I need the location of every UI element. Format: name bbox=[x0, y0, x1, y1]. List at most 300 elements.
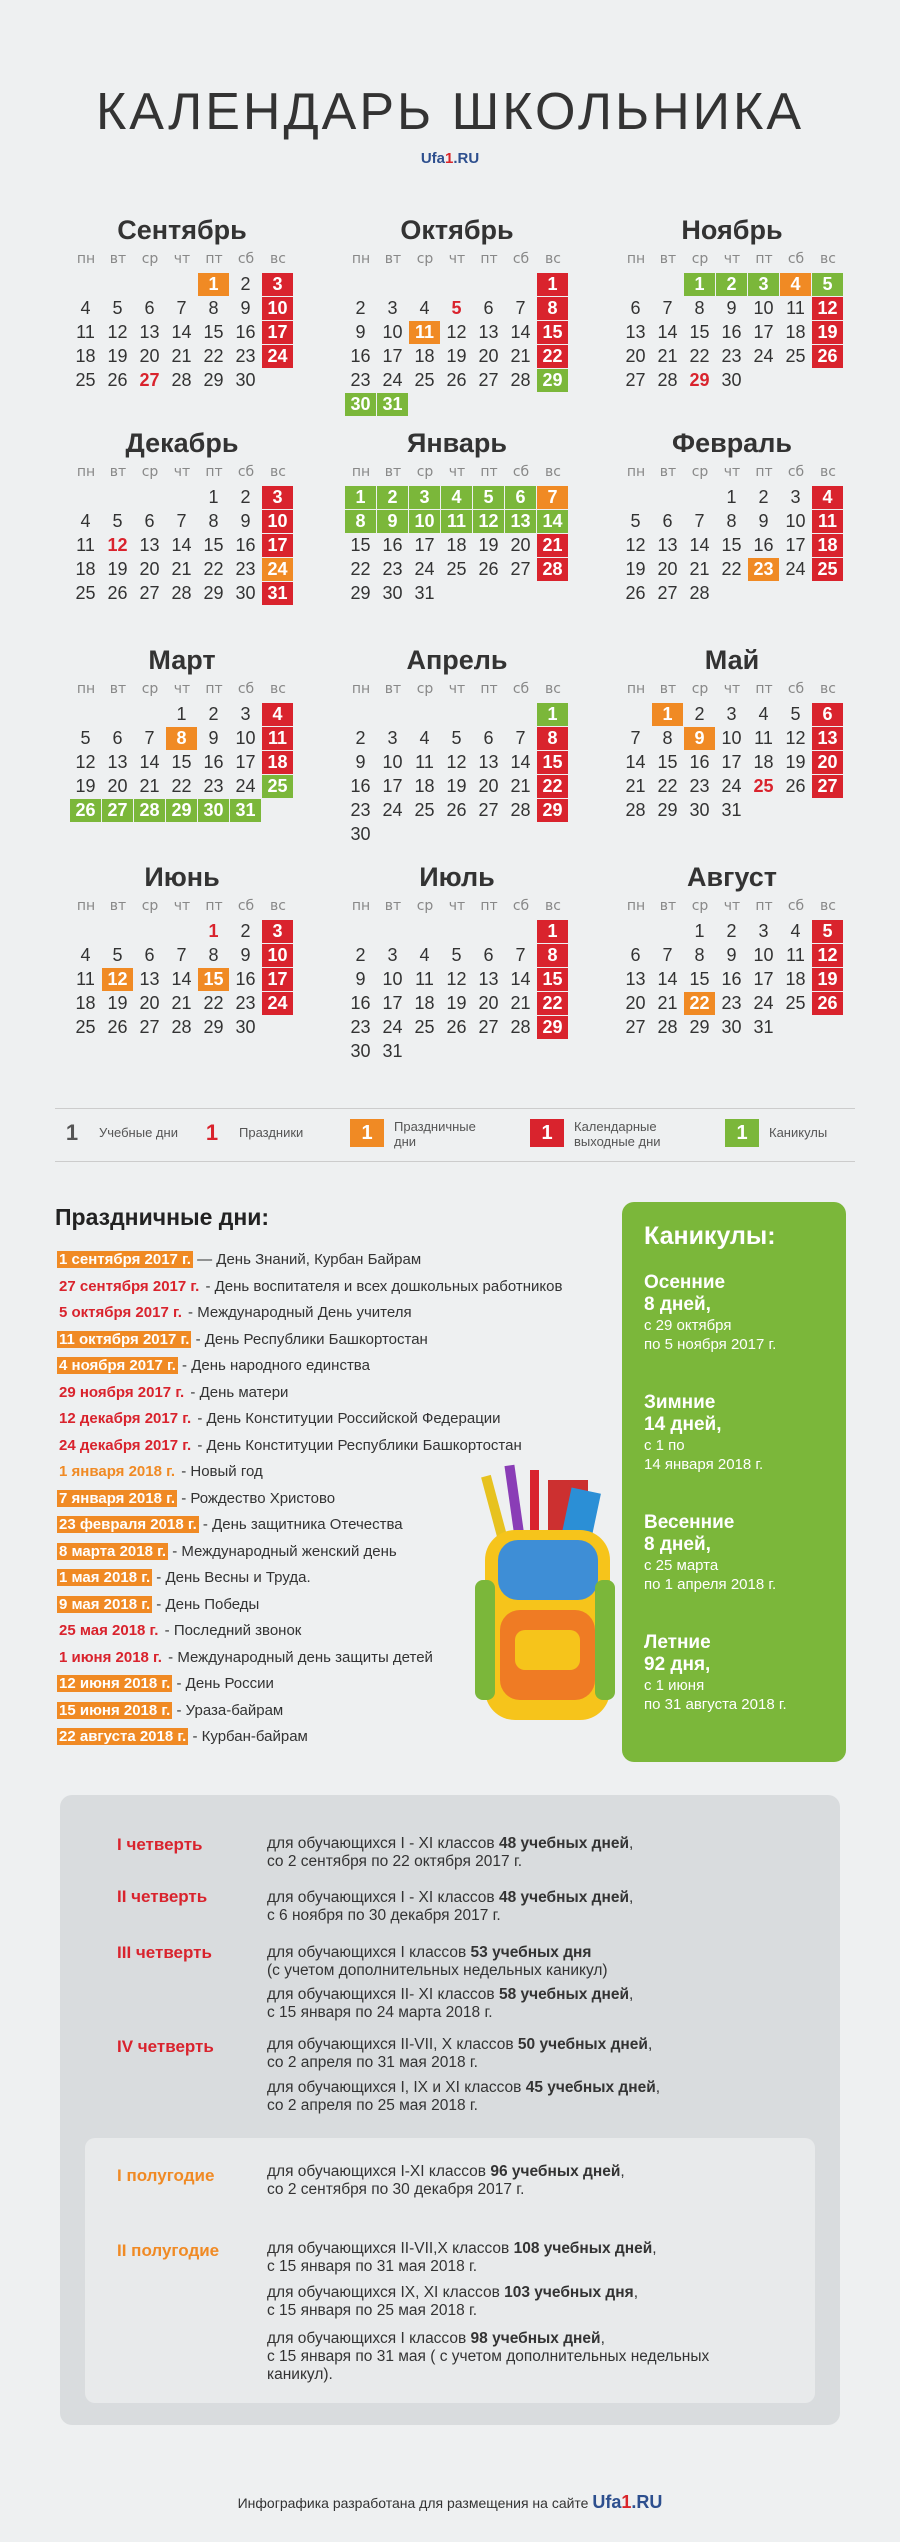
day-cell: 2 bbox=[355, 945, 366, 965]
day-cell: 6 bbox=[483, 728, 494, 748]
day-cell: 19 bbox=[812, 968, 843, 991]
day-cell: 4 bbox=[419, 945, 430, 965]
day-cell: 15 bbox=[721, 535, 742, 555]
day-cell: 26 bbox=[107, 583, 128, 603]
holiday-date: 25 мая 2018 г. bbox=[59, 1622, 159, 1639]
text: для обучающихся II- XI классов bbox=[267, 1986, 499, 2003]
month-7 bbox=[70, 645, 294, 823]
day-cell: 7 bbox=[176, 511, 187, 531]
day-cell: 12 bbox=[107, 322, 128, 342]
day-cell: 8 bbox=[345, 510, 376, 533]
holiday-separator: - bbox=[177, 1463, 191, 1480]
day-cell: 16 bbox=[235, 322, 256, 342]
day-cell: 14 bbox=[139, 752, 160, 772]
day-cell: 6 bbox=[144, 511, 155, 531]
weekday-label: ср bbox=[141, 898, 159, 914]
day-cell: 25 bbox=[785, 346, 806, 366]
holiday-date: 24 декабря 2017 г. bbox=[59, 1436, 192, 1454]
weekday-label: пн bbox=[351, 898, 371, 914]
empty-cell bbox=[166, 920, 198, 944]
day-cell: 23 bbox=[689, 776, 710, 796]
month-name: Июнь bbox=[144, 862, 220, 892]
text: для обучающихся IX, XI классов bbox=[267, 2284, 505, 2301]
holiday-separator: - bbox=[160, 1622, 174, 1639]
day-cell: 27 bbox=[478, 1017, 499, 1037]
weekday-label: вт bbox=[109, 681, 127, 697]
day-cell: 24 bbox=[382, 800, 403, 820]
day-cell: 30 bbox=[350, 1041, 371, 1061]
day-cell: 22 bbox=[537, 775, 568, 798]
day-cell: 4 bbox=[419, 728, 430, 748]
weekday-label: вс bbox=[545, 681, 561, 697]
weekday-label: чт bbox=[448, 251, 466, 267]
day-cell: 13 bbox=[478, 969, 499, 989]
day-cell: 25 bbox=[414, 1017, 435, 1037]
holiday-separator: - bbox=[172, 1675, 186, 1692]
day-cell: 5 bbox=[112, 298, 123, 318]
day-cell: 12 bbox=[107, 535, 128, 555]
weekday-label: пн bbox=[626, 251, 646, 267]
month-grid bbox=[620, 896, 844, 1040]
weekday-label: пн bbox=[76, 251, 96, 267]
weekday-label: пт bbox=[480, 464, 498, 480]
day-cell: 1 bbox=[537, 920, 568, 943]
note: (с учетом дополнительных недельных каникул) bbox=[267, 1962, 608, 1979]
legend-vacation-label: Каникулы bbox=[769, 1125, 828, 1140]
day-cell: 17 bbox=[414, 535, 435, 555]
month-name: Сентябрь bbox=[117, 215, 247, 245]
day-cell: 3 bbox=[758, 921, 769, 941]
day-cell: 2 bbox=[758, 487, 769, 507]
day-cell: 28 bbox=[171, 583, 192, 603]
day-cell: 19 bbox=[107, 993, 128, 1013]
day-cell: 14 bbox=[689, 535, 710, 555]
weekday-label: пт bbox=[755, 681, 773, 697]
legend-school-label: Учебные дни bbox=[99, 1125, 178, 1140]
day-cell: 11 bbox=[262, 727, 293, 750]
day-cell: 1 bbox=[208, 921, 219, 941]
day-cell: 19 bbox=[75, 776, 96, 796]
day-cell: 9 bbox=[684, 727, 715, 750]
holiday-name: День матери bbox=[199, 1383, 289, 1401]
weekday-label: пн bbox=[626, 464, 646, 480]
day-cell: 25 bbox=[75, 1017, 96, 1037]
footer-text: Инфографика разработана для размещения на сайте bbox=[237, 2495, 593, 2511]
day-cell: 16 bbox=[350, 346, 371, 366]
day-cell: 14 bbox=[657, 969, 678, 989]
day-cell: 6 bbox=[144, 298, 155, 318]
empty-cell bbox=[620, 920, 652, 944]
day-cell: 26 bbox=[446, 1017, 467, 1037]
weekday-label: пн bbox=[351, 681, 371, 697]
vacation-to: по 5 ноября 2017 г. bbox=[644, 1336, 777, 1353]
day-cell: 20 bbox=[812, 751, 843, 774]
day-cell: 31 bbox=[382, 1041, 403, 1061]
day-cell: 4 bbox=[758, 704, 769, 724]
day-cell: 1 bbox=[537, 703, 568, 726]
period: с 15 января по 31 мая ( с учетом дополнительных недельных каникул). bbox=[267, 2348, 710, 2383]
day-cell: 18 bbox=[785, 322, 806, 342]
day-cell: 12 bbox=[446, 969, 467, 989]
empty-cell bbox=[102, 486, 134, 510]
empty-cell bbox=[345, 703, 377, 727]
weekday-label: ср bbox=[416, 681, 434, 697]
empty-cell bbox=[441, 703, 473, 727]
day-cell: 19 bbox=[812, 321, 843, 344]
month-grid bbox=[70, 249, 294, 393]
day-cell: 31 bbox=[262, 582, 293, 605]
day-cell: 13 bbox=[812, 727, 843, 750]
day-cell: 4 bbox=[80, 511, 91, 531]
weekday-label: ср bbox=[416, 464, 434, 480]
day-cell: 4 bbox=[80, 298, 91, 318]
day-cell: 9 bbox=[240, 298, 251, 318]
day-cell: 16 bbox=[350, 776, 371, 796]
day-cell: 30 bbox=[721, 370, 742, 390]
empty-cell bbox=[505, 273, 537, 297]
day-cell: 29 bbox=[350, 583, 371, 603]
holiday-date: 11 октября 2017 г. bbox=[59, 1330, 190, 1348]
day-cell: 20 bbox=[478, 776, 499, 796]
weekday-label: сб bbox=[787, 464, 805, 480]
day-cell: 10 bbox=[409, 510, 440, 533]
empty-cell bbox=[620, 486, 652, 510]
day-cell: 30 bbox=[235, 583, 256, 603]
weekday-label: пт bbox=[755, 898, 773, 914]
day-cell: 26 bbox=[107, 1017, 128, 1037]
empty-cell bbox=[377, 273, 409, 297]
day-cell: 3 bbox=[748, 273, 779, 296]
quarter-2-label: II четверть bbox=[117, 1887, 208, 1906]
day-cell: 17 bbox=[235, 752, 256, 772]
logo-part-ru: .RU bbox=[453, 150, 480, 167]
empty-cell bbox=[409, 273, 441, 297]
day-cell: 18 bbox=[785, 969, 806, 989]
days-count: 48 учебных дней bbox=[498, 1835, 629, 1852]
empty-cell bbox=[684, 486, 716, 510]
weekday-label: вт bbox=[384, 898, 402, 914]
text: , bbox=[600, 2330, 605, 2347]
day-cell: 9 bbox=[240, 945, 251, 965]
text: для обучающихся I - XI классов bbox=[267, 1835, 499, 1852]
day-cell: 30 bbox=[721, 1017, 742, 1037]
page-title: КАЛЕНДАРЬ ШКОЛЬНИКА bbox=[95, 83, 804, 141]
day-cell: 22 bbox=[684, 992, 715, 1015]
day-cell: 14 bbox=[510, 969, 531, 989]
day-cell: 1 bbox=[208, 487, 219, 507]
weekday-label: вс bbox=[820, 898, 836, 914]
day-cell: 11 bbox=[786, 945, 805, 965]
half-2-info-b bbox=[267, 2284, 767, 2320]
holiday-name: Международный День учителя bbox=[197, 1304, 412, 1321]
day-cell: 2 bbox=[716, 273, 747, 296]
holiday-separator: - bbox=[168, 1542, 182, 1560]
vacation-name: Весенние bbox=[644, 1512, 735, 1533]
text: , bbox=[633, 2284, 638, 2301]
day-cell: 24 bbox=[262, 345, 293, 368]
weekday-label: вт bbox=[384, 251, 402, 267]
day-cell: 3 bbox=[240, 704, 251, 724]
half-1-info bbox=[267, 2163, 767, 2199]
day-cell: 31 bbox=[414, 583, 435, 603]
day-cell: 29 bbox=[166, 799, 197, 822]
holiday-date: 12 декабря 2017 г. bbox=[59, 1410, 192, 1427]
day-cell: 12 bbox=[812, 944, 843, 967]
day-cell: 7 bbox=[515, 728, 526, 748]
day-cell: 13 bbox=[657, 535, 678, 555]
period: со 2 сентября по 22 октября 2017 г. bbox=[267, 1853, 523, 1870]
day-cell: 30 bbox=[235, 370, 256, 390]
day-cell: 28 bbox=[689, 583, 710, 603]
quarter-3-label: III четверть bbox=[117, 1943, 212, 1962]
vacations-title: Каникулы: bbox=[644, 1222, 776, 1250]
day-cell: 17 bbox=[382, 776, 403, 796]
day-cell: 9 bbox=[240, 511, 251, 531]
holiday-name: День защитника Отечества bbox=[212, 1516, 403, 1533]
weekday-label: пт bbox=[480, 898, 498, 914]
empty-cell bbox=[473, 273, 505, 297]
quarter-3-info-b bbox=[267, 1986, 767, 2022]
weekday-label: ср bbox=[416, 251, 434, 267]
weekday-label: вс bbox=[545, 898, 561, 914]
day-cell: 1 bbox=[726, 487, 737, 507]
day-cell: 9 bbox=[355, 969, 366, 989]
day-cell: 2 bbox=[240, 921, 251, 941]
text: для обучающихся II-VII,X классов bbox=[267, 2240, 514, 2257]
day-cell: 20 bbox=[139, 346, 160, 366]
day-cell: 22 bbox=[537, 992, 568, 1015]
days-count: 98 учебных дней bbox=[470, 2330, 601, 2347]
day-cell: 13 bbox=[107, 752, 128, 772]
day-cell: 24 bbox=[262, 558, 293, 581]
empty-cell bbox=[409, 703, 441, 727]
weekday-label: вт bbox=[384, 681, 402, 697]
month-grid bbox=[70, 462, 294, 606]
month-grid bbox=[70, 679, 294, 823]
weekday-label: ср bbox=[141, 251, 159, 267]
weekday-label: сб bbox=[237, 681, 255, 697]
day-cell: 8 bbox=[662, 728, 673, 748]
month-8 bbox=[345, 645, 569, 847]
weekday-label: сб bbox=[787, 251, 805, 267]
weekday-label: вс bbox=[820, 464, 836, 480]
day-cell: 27 bbox=[625, 370, 646, 390]
day-cell: 22 bbox=[657, 776, 678, 796]
day-cell: 22 bbox=[537, 345, 568, 368]
holiday-date: 5 октября 2017 г. bbox=[59, 1304, 182, 1321]
legend-vacation-sample: 1 bbox=[725, 1119, 759, 1147]
weekday-label: сб bbox=[512, 898, 530, 914]
weekday-label: сб bbox=[512, 464, 530, 480]
empty-cell bbox=[70, 703, 102, 727]
day-cell: 22 bbox=[689, 346, 710, 366]
empty-cell bbox=[652, 920, 684, 944]
weekday-label: ср bbox=[691, 681, 709, 697]
weekday-label: пт bbox=[480, 251, 498, 267]
day-cell: 21 bbox=[171, 346, 192, 366]
weekday-label: пн bbox=[76, 898, 96, 914]
legend-weekend-label: Календарные выходные дни bbox=[574, 1119, 661, 1149]
vacation-to: по 31 августа 2018 г. bbox=[644, 1696, 787, 1713]
day-cell: 10 bbox=[235, 728, 256, 748]
holiday-separator: - bbox=[152, 1569, 166, 1586]
day-cell: 20 bbox=[510, 535, 531, 555]
day-cell: 14 bbox=[657, 322, 678, 342]
day-cell: 10 bbox=[262, 297, 293, 320]
day-cell: 9 bbox=[726, 298, 737, 318]
holiday-name: Последний звонок bbox=[173, 1622, 302, 1639]
footer-brand bbox=[592, 2492, 662, 2512]
day-cell: 5 bbox=[112, 945, 123, 965]
vacation-from: с 1 по bbox=[644, 1437, 685, 1454]
weekday-label: вт bbox=[109, 251, 127, 267]
day-cell: 28 bbox=[171, 1017, 192, 1037]
day-cell: 3 bbox=[726, 704, 737, 724]
weekday-label: чт bbox=[723, 681, 741, 697]
day-cell: 17 bbox=[382, 346, 403, 366]
day-cell: 4 bbox=[441, 486, 472, 509]
quarter-4-info-a bbox=[267, 2036, 767, 2072]
holiday-row bbox=[57, 1330, 617, 1357]
day-cell: 18 bbox=[446, 535, 467, 555]
holiday-separator: - bbox=[152, 1595, 166, 1613]
day-cell: 21 bbox=[510, 346, 531, 366]
day-cell: 9 bbox=[208, 728, 219, 748]
day-cell: 2 bbox=[355, 728, 366, 748]
day-cell: 13 bbox=[625, 322, 646, 342]
day-cell: 9 bbox=[758, 511, 769, 531]
holiday-separator: - bbox=[193, 1436, 207, 1454]
day-cell: 22 bbox=[203, 559, 224, 579]
days-count: 45 учебных дней bbox=[525, 2079, 656, 2096]
day-cell: 15 bbox=[203, 322, 224, 342]
day-cell: 10 bbox=[262, 510, 293, 533]
weekday-label: пн bbox=[76, 464, 96, 480]
empty-cell bbox=[620, 703, 652, 727]
day-cell: 1 bbox=[694, 921, 705, 941]
day-cell: 29 bbox=[689, 1017, 710, 1037]
holiday-date: 22 августа 2018 г. bbox=[59, 1728, 187, 1745]
holiday-name: День Республики Башкортостан bbox=[204, 1330, 428, 1348]
weekday-label: сб bbox=[237, 251, 255, 267]
day-cell: 25 bbox=[414, 370, 435, 390]
day-cell: 19 bbox=[446, 776, 467, 796]
day-cell: 29 bbox=[537, 1016, 568, 1039]
text: , bbox=[620, 2163, 625, 2180]
month-12 bbox=[620, 862, 844, 1040]
day-cell: 10 bbox=[382, 752, 403, 772]
day-cell: 13 bbox=[478, 322, 499, 342]
day-cell: 5 bbox=[790, 704, 801, 724]
day-cell: 15 bbox=[537, 321, 568, 344]
day-cell: 11 bbox=[415, 969, 434, 989]
month-name: Февраль bbox=[672, 428, 792, 458]
holiday-name: День народного единства bbox=[191, 1357, 370, 1374]
holiday-separator: - bbox=[188, 1728, 202, 1745]
text: для обучающихся I классов bbox=[267, 1944, 471, 1961]
empty-cell bbox=[441, 273, 473, 297]
day-cell: 28 bbox=[134, 799, 165, 822]
day-cell: 19 bbox=[107, 346, 128, 366]
month-4 bbox=[70, 428, 294, 606]
day-cell: 21 bbox=[689, 559, 710, 579]
weekday-label: ср bbox=[416, 898, 434, 914]
weekday-label: вт bbox=[659, 898, 677, 914]
day-cell: 11 bbox=[786, 298, 805, 318]
month-grid bbox=[345, 896, 569, 1064]
holiday-separator: — bbox=[192, 1251, 217, 1268]
day-cell: 27 bbox=[478, 800, 499, 820]
day-cell: 21 bbox=[139, 776, 160, 796]
day-cell: 30 bbox=[235, 1017, 256, 1037]
day-cell: 3 bbox=[387, 298, 398, 318]
day-cell: 9 bbox=[355, 752, 366, 772]
day-cell: 4 bbox=[790, 921, 801, 941]
day-cell: 15 bbox=[203, 535, 224, 555]
day-cell: 16 bbox=[753, 535, 774, 555]
weekday-label: вс bbox=[820, 251, 836, 267]
day-cell: 8 bbox=[694, 945, 705, 965]
holiday-name: День воспитателя и всех дошкольных работников bbox=[214, 1277, 563, 1295]
holiday-date: 29 ноября 2017 г. bbox=[59, 1383, 185, 1401]
day-cell: 25 bbox=[446, 559, 467, 579]
day-cell: 28 bbox=[510, 800, 531, 820]
day-cell: 24 bbox=[382, 370, 403, 390]
day-cell: 17 bbox=[262, 968, 293, 991]
holiday-name: День Весны и Труда. bbox=[165, 1569, 311, 1586]
text: для обучающихся I классов bbox=[267, 2330, 471, 2347]
vacation-name: Летние bbox=[644, 1632, 711, 1653]
weekday-label: чт bbox=[173, 251, 191, 267]
day-cell: 7 bbox=[694, 511, 705, 531]
legend-holiday-days-label: Праздничные дни bbox=[394, 1119, 476, 1149]
legend-holidays-label: Праздники bbox=[239, 1125, 304, 1140]
weekday-label: чт bbox=[448, 681, 466, 697]
days-count: 48 учебных дней bbox=[498, 1889, 629, 1906]
month-name: Май bbox=[704, 645, 760, 675]
day-cell: 27 bbox=[139, 583, 160, 603]
text: для обучающихся I - XI классов bbox=[267, 1889, 499, 1906]
day-cell: 25 bbox=[785, 993, 806, 1013]
holiday-date: 8 марта 2018 г. bbox=[59, 1542, 167, 1560]
weekday-label: вт bbox=[659, 681, 677, 697]
empty-cell bbox=[620, 273, 652, 297]
empty-cell bbox=[473, 920, 505, 944]
day-cell: 10 bbox=[382, 322, 403, 342]
weekday-label: пт bbox=[205, 251, 223, 267]
empty-cell bbox=[70, 920, 102, 944]
day-cell: 24 bbox=[785, 559, 806, 579]
day-cell: 22 bbox=[171, 776, 192, 796]
day-cell: 7 bbox=[176, 945, 187, 965]
day-cell: 27 bbox=[139, 1017, 160, 1037]
day-cell: 8 bbox=[537, 727, 568, 750]
empty-cell bbox=[345, 920, 377, 944]
logo-part-ufa: Ufa bbox=[420, 150, 445, 167]
day-cell: 30 bbox=[689, 800, 710, 820]
weekday-label: пн bbox=[76, 681, 96, 697]
day-cell: 5 bbox=[812, 920, 843, 943]
empty-cell bbox=[505, 920, 537, 944]
day-cell: 7 bbox=[662, 298, 673, 318]
logo-part-one: 1 bbox=[444, 150, 454, 167]
day-cell: 28 bbox=[537, 558, 568, 581]
day-cell: 10 bbox=[382, 969, 403, 989]
day-cell: 5 bbox=[630, 511, 641, 531]
day-cell: 16 bbox=[689, 752, 710, 772]
period: с 15 января по 25 мая 2018 г. bbox=[267, 2302, 478, 2319]
vacation-from: с 29 октября bbox=[644, 1317, 732, 1334]
